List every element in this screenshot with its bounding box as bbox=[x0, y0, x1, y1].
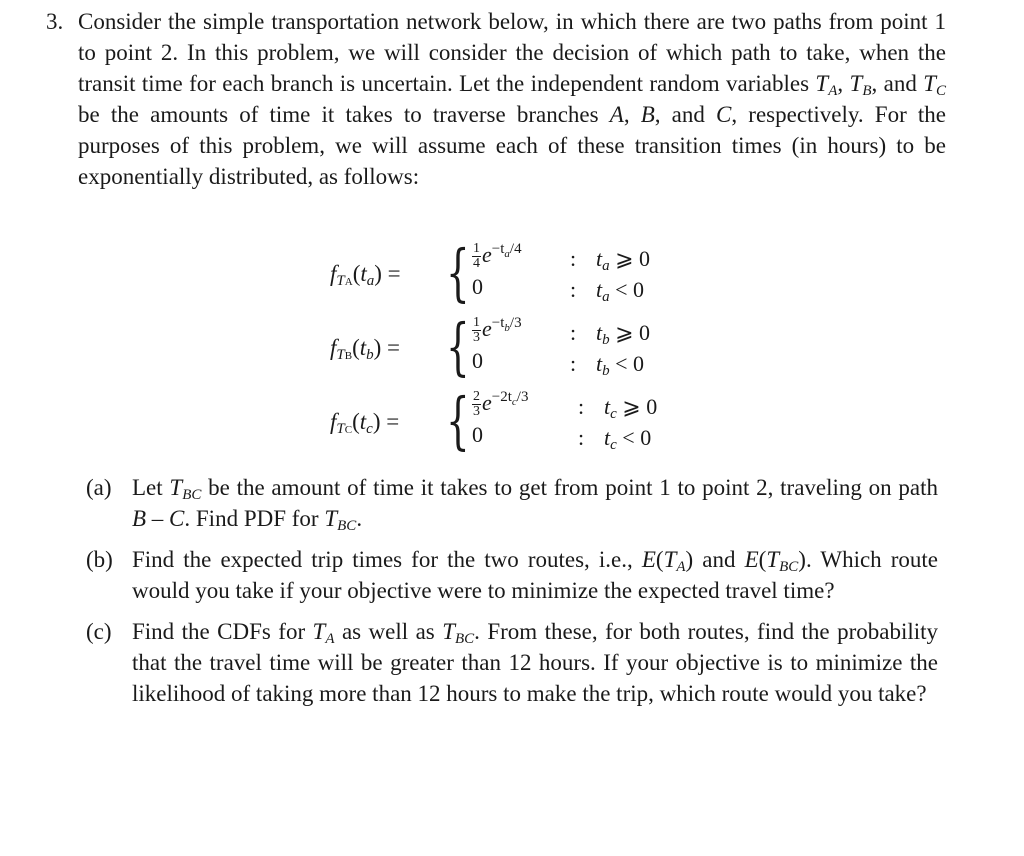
intro-text: , bbox=[837, 71, 850, 96]
colon: : bbox=[570, 320, 577, 345]
intro-text: , respectively. For the purposes of this problem, we will assume each of these transition times (in hours) to be exponentially distributed, as follows: bbox=[78, 102, 947, 189]
part-label: (a) bbox=[86, 475, 112, 500]
left-brace: { bbox=[446, 310, 470, 383]
equation-pdf-b bbox=[330, 310, 750, 388]
condition-negative: $t_b < 0$ bbox=[596, 351, 645, 379]
case-positive: $\frac{1}{3}$ $e^{-t_b/3}$ bbox=[473, 315, 522, 346]
part-c: (c) Find the CDFs for $T_A$ as well as $T_{BC}$. From these, for both routes, find the probability that the travel time will be greater than 12 hours. If your objective is to minimize the likelihood of taking more than 12 hours to make the trip, which route would you take? bbox=[86, 616, 938, 709]
part-b: (b) Find the expected trip times for the two routes, i.e., $E(T_A)$ and $E(T_{BC})$. Which route would you take if your objective were to minimize the expected travel time? bbox=[86, 544, 938, 606]
intro-text: , bbox=[623, 102, 641, 127]
colon: : bbox=[578, 394, 585, 419]
problem-number: 3. bbox=[46, 9, 64, 34]
condition-negative: $t_a < 0$ bbox=[596, 277, 645, 305]
part-label: (c) bbox=[86, 619, 112, 644]
colon: : bbox=[570, 246, 577, 271]
left-brace: { bbox=[446, 236, 470, 309]
var-T: T bbox=[849, 71, 863, 96]
intro-text: , and bbox=[654, 102, 717, 127]
intro-text: , and bbox=[871, 71, 924, 96]
sub-B: B bbox=[862, 83, 872, 99]
condition-negative: $t_c < 0$ bbox=[604, 425, 652, 453]
equation-lhs: $f_{TA}(t_a)$ = bbox=[330, 261, 401, 289]
var-B: B bbox=[640, 102, 655, 127]
case-zero: 0 bbox=[472, 274, 483, 299]
part-label: (b) bbox=[86, 547, 113, 572]
sub-questions bbox=[86, 472, 938, 719]
sub-C: C bbox=[935, 83, 946, 99]
equation-lhs: $f_{TB}(t_b)$ = bbox=[330, 335, 401, 363]
problem-3 bbox=[46, 6, 946, 192]
case-zero: 0 bbox=[472, 422, 483, 447]
colon: : bbox=[570, 351, 577, 376]
case-positive: $\frac{1}{4}$ $e^{-t_a/4}$ bbox=[473, 241, 522, 272]
condition-nonnegative: $t_a$ ⩾ 0 bbox=[596, 246, 651, 274]
colon: : bbox=[570, 277, 577, 302]
equation-lhs: $f_{TC}(t_c)$ = bbox=[330, 409, 400, 437]
equation-pdf-a bbox=[330, 236, 750, 314]
left-brace: { bbox=[446, 384, 470, 457]
equation-pdf-c bbox=[330, 384, 750, 462]
intro-text: be the amounts of time it takes to traverse branches bbox=[78, 102, 610, 127]
var-T: T bbox=[923, 71, 936, 96]
part-a: (a) Let $T_{BC}$ be the amount of time it takes to get from point 1 to point 2, traveling on path B – C. Find PDF for $T_{BC}$. bbox=[86, 472, 938, 534]
sub-A: A bbox=[828, 83, 838, 99]
pdf-equations bbox=[330, 236, 750, 462]
var-C: C bbox=[716, 102, 732, 127]
condition-nonnegative: $t_b$ ⩾ 0 bbox=[596, 320, 651, 348]
var-A: A bbox=[609, 102, 624, 127]
case-zero: 0 bbox=[472, 348, 483, 373]
case-positive: $\frac{2}{3}$ $e^{-2t_c/3}$ bbox=[473, 389, 529, 420]
intro-text: Consider the simple transportation network below, in which there are two paths from point 1 to point 2. In this problem, we will consider the decision of which path to take, when the transit time for each branch is uncertain. Let the independent random variables bbox=[78, 9, 946, 96]
problem-intro bbox=[78, 6, 946, 192]
var-T: T bbox=[815, 71, 829, 96]
condition-nonnegative: $t_c$ ⩾ 0 bbox=[604, 394, 658, 422]
colon: : bbox=[578, 425, 585, 450]
